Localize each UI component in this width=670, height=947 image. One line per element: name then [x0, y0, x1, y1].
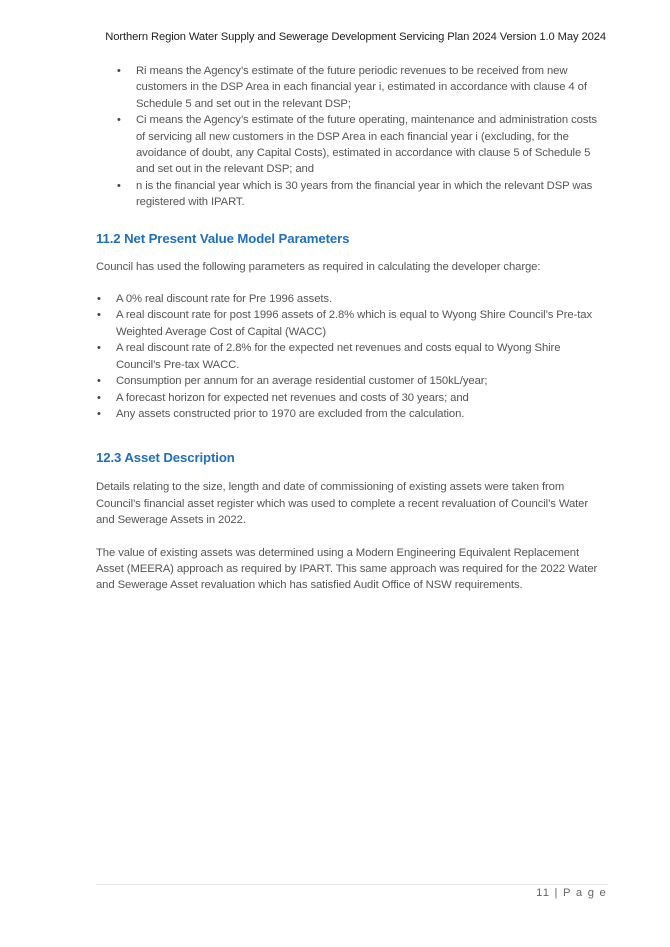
definition-list: [96, 63, 604, 211]
bullet-icon: •: [117, 114, 121, 127]
definition-item: [96, 178, 604, 211]
list-item-text: A 0% real discount rate for Pre 1996 assets.: [116, 293, 333, 306]
bullet-icon: •: [97, 293, 101, 306]
list-item: [96, 307, 604, 340]
page-header: Northern Region Water Supply and Sewerage Development Servicing Plan 2024 Version 1.0 May 2024: [105, 31, 606, 43]
bullet-icon: •: [97, 375, 101, 388]
npv-intro: Council has used the following parameters as required in calculating the developer charge:: [96, 260, 541, 273]
bullet-icon: •: [97, 407, 101, 420]
definition-text: n is the financial year which is 30 years from the financial year in which the relevant DSP was registered with IPART.: [136, 179, 593, 209]
section-heading-asset: 12.3 Asset Description: [96, 450, 235, 466]
asset-paragraph-1: Details relating to the size, length and date of commissioning of existing assets were taken from Council’s financial asset register which was used to complete a recent revaluation of Council’s Water and Sewerage Assets in 2022.: [96, 481, 589, 527]
list-item: [96, 340, 604, 373]
definition-item: [96, 112, 604, 178]
list-item: [96, 373, 604, 389]
definition-text: Ri means the Agency’s estimate of the future periodic revenues to be received from new customers in the DSP Area in each financial year i, estimated in accordance with clause 4 of Schedule 5 and set out in the relevant DSP;: [136, 65, 587, 110]
list-item-text: A real discount rate for post 1996 assets of 2.8% which is equal to Wyong Shire Council’s Pre-tax Weighted Average Cost of Capital (WACC): [116, 309, 593, 338]
section-heading-npv: 11.2 Net Present Value Model Parameters: [96, 230, 350, 246]
definition-text: Ci means the Agency’s estimate of the future operating, maintenance and administration costs of servicing all new customers in the DSP Area in each financial year i (excluding, for the avoidance of doubt, any Capital Costs), estimated in accordance with clause 5 of Schedule 5 and set out in the relevant DSP; and: [136, 114, 597, 176]
footer-divider: [96, 884, 608, 885]
list-item-text: Any assets constructed prior to 1970 are excluded from the calculation.: [116, 407, 465, 420]
bullet-icon: •: [97, 309, 101, 322]
asset-paragraph-2: The value of existing assets was determined using a Modern Engineering Equivalent Replacement Asset (MEERA) approach as required by IPART. This same approach was required for the 2022 Water and Sewerage Asset revaluation which has satisfied Audit Office of NSW requirements.: [96, 546, 598, 592]
page-number: 11 | P a g e: [536, 887, 607, 899]
npv-parameter-list: [96, 291, 604, 422]
page-content: [96, 63, 604, 594]
bullet-icon: •: [97, 391, 101, 404]
bullet-icon: •: [117, 65, 121, 77]
list-item: [96, 390, 604, 406]
list-item-text: A real discount rate of 2.8% for the expected net revenues and costs equal to Wyong Shire Council’s Pre-tax WACC.: [116, 342, 561, 371]
bullet-icon: •: [117, 179, 121, 192]
list-item: [96, 406, 604, 422]
bullet-icon: •: [97, 342, 101, 355]
list-item-text: Consumption per annum for an average residential customer of 150kL/year;: [116, 375, 488, 388]
list-item-text: A forecast horizon for expected net revenues and costs of 30 years; and: [116, 391, 469, 404]
list-item: [96, 291, 604, 307]
definition-item: [96, 63, 604, 112]
